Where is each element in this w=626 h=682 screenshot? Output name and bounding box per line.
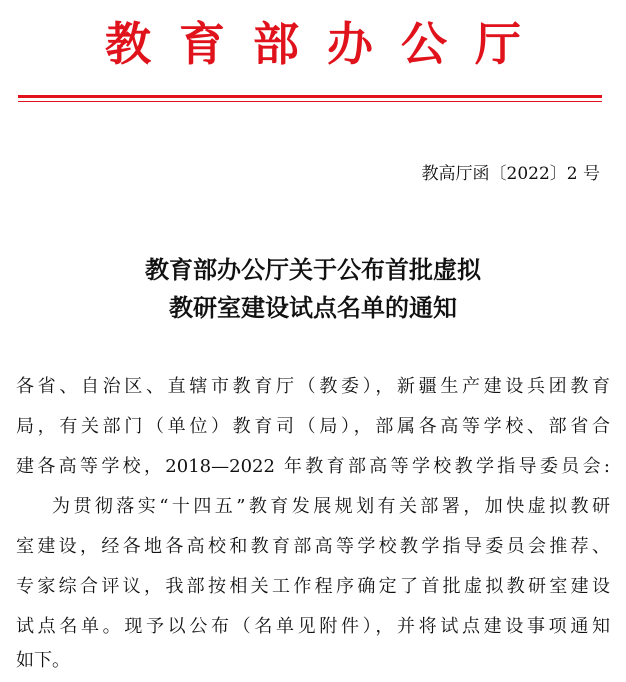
document-title-line-1: 教育部办公厅关于公布首批虚拟	[145, 256, 481, 284]
document-number: 教高厅函〔2022〕2 号	[421, 164, 600, 184]
masthead-rule-thick	[18, 95, 602, 98]
body-line: 为贯彻落实“十四五”教育发展规划有关部署，加快虚拟教研	[52, 496, 610, 517]
body-line: 建各高等学校，2018—2022 年教育部高等学校教学指导委员会:	[16, 456, 610, 477]
body-line: 如下。	[16, 650, 70, 671]
masthead-title: 教育部办公厅	[105, 17, 549, 71]
body-line: 专家综合评议，我部按相关工作程序确定了首批虚拟教研室建设	[16, 576, 610, 597]
body-line: 各省、自治区、直辖市教育厅（教委），新疆生产建设兵团教育	[16, 376, 610, 397]
document-title-line-2: 教研室建设试点名单的通知	[169, 294, 457, 322]
masthead-rule-thin	[18, 101, 602, 102]
body-line: 局，有关部门（单位）教育司（局），部属各高等学校、部省合	[16, 416, 610, 437]
body-line: 室建设，经各地各高校和教育部高等学校教学指导委员会推荐、	[16, 536, 610, 557]
body-line: 试点名单。现予以公布（名单见附件），并将试点建设事项通知	[16, 616, 610, 637]
